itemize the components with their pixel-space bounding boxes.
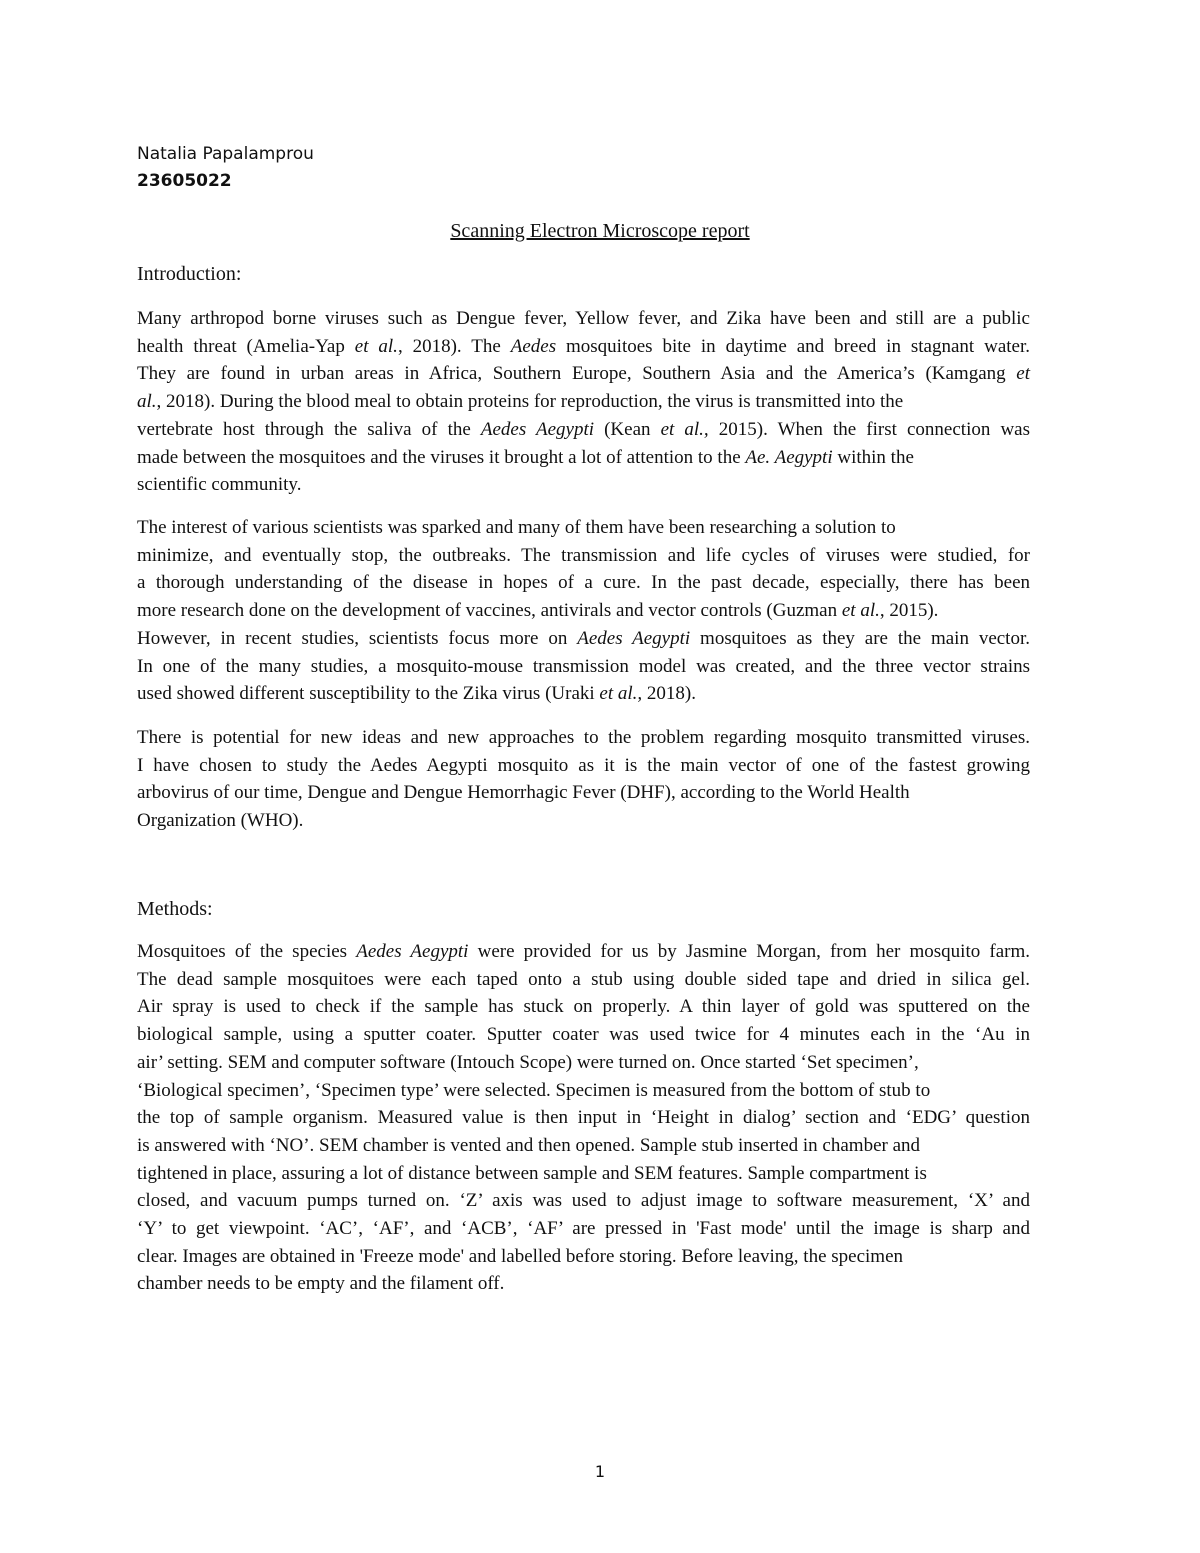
text-line: biological sample, using a sputter coater. Sputter coater was used twice for 4 minutes each in the ‘Au in bbox=[137, 1024, 1030, 1046]
text-line: I have chosen to study the Aedes Aegypti mosquito as it is the main vector of one of the fastest growing bbox=[137, 754, 1030, 776]
methods-paragraph bbox=[137, 938, 1030, 1298]
text-line: However, in recent studies, scientists focus more on Aedes Aegypti mosquitoes as they are the main vector. bbox=[137, 627, 1030, 649]
text-line: scientific community. bbox=[137, 474, 302, 496]
text-line: The dead sample mosquitoes were each taped onto a stub using double sided tape and dried in silica gel. bbox=[137, 968, 1030, 990]
text-line: Many arthropod borne viruses such as Dengue fever, Yellow fever, and Zika have been and still are a public bbox=[137, 308, 1030, 329]
text-line: Organization (WHO). bbox=[137, 810, 304, 832]
student-id: 23605022 bbox=[137, 171, 232, 191]
text-line: chamber needs to be empty and the filament off. bbox=[137, 1273, 505, 1295]
text-line: Air spray is used to check if the sample has stuck on properly. A thin layer of gold was sputtered on the bbox=[137, 996, 1030, 1018]
text-line: health threat (Amelia-Yap et al., 2018). The Aedes mosquitoes bite in daytime and breed in stagnant water. bbox=[137, 335, 1030, 357]
page-number: 1 bbox=[594, 1462, 606, 1481]
text-line: closed, and vacuum pumps turned on. ‘Z’ axis was used to adjust image to software measurement, ‘X’ and bbox=[137, 1190, 1030, 1212]
text-line: They are found in urban areas in Africa, Southern Europe, Southern Asia and the America’s (Kamgang et bbox=[137, 363, 1030, 385]
report-title: Scanning Electron Microscope report bbox=[450, 220, 750, 242]
text-line: clear. Images are obtained in 'Freeze mode' and labelled before storing. Before leaving, the specimen bbox=[137, 1245, 904, 1267]
text-line: used showed different susceptibility to the Zika virus (Uraki et al., 2018). bbox=[137, 683, 696, 705]
text-line: tightened in place, assuring a lot of distance between sample and SEM features. Sample compartment is bbox=[137, 1162, 927, 1184]
author-block bbox=[137, 141, 314, 195]
text-line: ‘Y’ to get viewpoint. ‘AC’, ‘AF’, and ‘ACB’, ‘AF’ are pressed in 'Fast mode' until the image is sharp and bbox=[137, 1218, 1030, 1240]
text-line: In one of the many studies, a mosquito-mouse transmission model was created, and the three vector strains bbox=[137, 655, 1030, 677]
text-line: a thorough understanding of the disease in hopes of a cure. In the past decade, especially, there has been bbox=[137, 572, 1030, 594]
text-line: The interest of various scientists was sparked and many of them have been researching a solution to bbox=[137, 517, 896, 538]
text-line: al., 2018). During the blood meal to obtain proteins for reproduction, the virus is transmitted into the bbox=[137, 391, 904, 413]
text-line: Mosquitoes of the species Aedes Aegypti were provided for us by Jasmine Morgan, from her mosquito farm. bbox=[137, 941, 1030, 962]
intro-paragraph-1 bbox=[137, 305, 1030, 499]
text-line: more research done on the development of vaccines, antivirals and vector controls (Guzman et al., 2015). bbox=[137, 600, 939, 622]
text-line: arbovirus of our time, Dengue and Dengue Hemorrhagic Fever (DHF), according to the World Health bbox=[137, 782, 910, 804]
intro-paragraph-3 bbox=[137, 724, 1030, 835]
text-line: There is potential for new ideas and new approaches to the problem regarding mosquito transmitted viruses. bbox=[137, 727, 1030, 748]
intro-paragraph-2 bbox=[137, 514, 1030, 708]
introduction-heading: Introduction: bbox=[137, 263, 242, 285]
text-line: the top of sample organism. Measured value is then input in ‘Height in dialog’ section and ‘EDG’ question bbox=[137, 1107, 1030, 1129]
text-line: ‘Biological specimen’, ‘Specimen type’ were selected. Specimen is measured from the bottom of stub to bbox=[137, 1079, 931, 1101]
author-name: Natalia Papalamprou bbox=[137, 144, 314, 164]
text-line: minimize, and eventually stop, the outbreaks. The transmission and life cycles of viruses were studied, for bbox=[137, 544, 1030, 566]
text-line: made between the mosquitoes and the viruses it brought a lot of attention to the Ae. Aegypti within the bbox=[137, 446, 914, 468]
methods-heading: Methods: bbox=[137, 898, 213, 920]
text-line: vertebrate host through the saliva of the Aedes Aegypti (Kean et al., 2015). When the first connection was bbox=[137, 418, 1030, 440]
text-line: is answered with ‘NO’. SEM chamber is vented and then opened. Sample stub inserted in chamber and bbox=[137, 1134, 921, 1156]
text-line: air’ setting. SEM and computer software (Intouch Scope) were turned on. Once started ‘Set specimen’, bbox=[137, 1051, 919, 1073]
